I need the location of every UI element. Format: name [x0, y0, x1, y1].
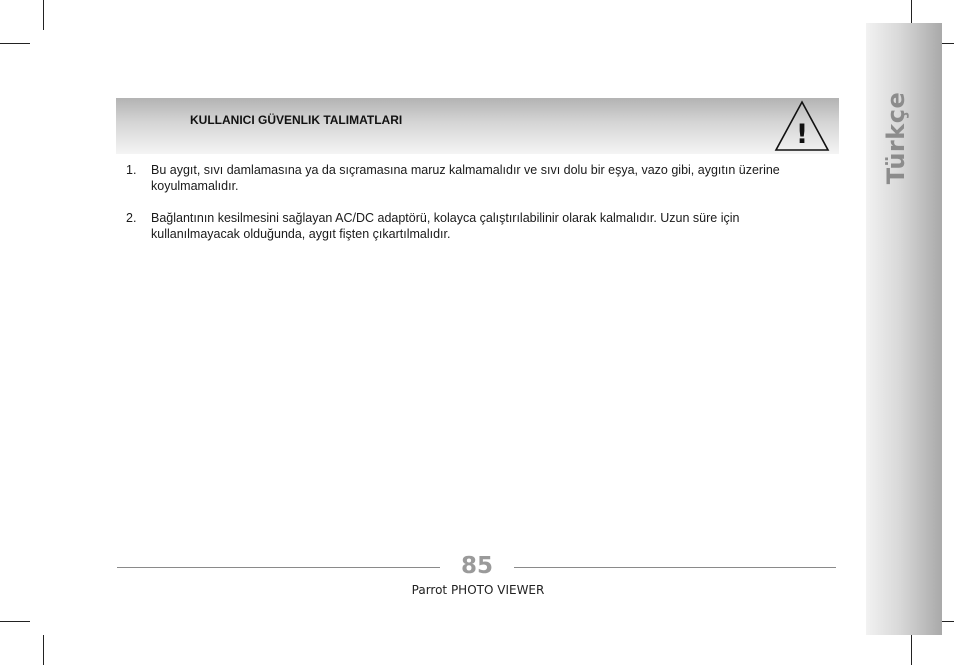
crop-mark: [0, 43, 30, 44]
crop-mark: [0, 621, 30, 622]
footer-rule-right: [514, 567, 836, 568]
warning-glyph: !: [795, 119, 809, 150]
item-number: 2.: [126, 211, 137, 225]
item-number: 1.: [126, 163, 137, 177]
language-label: Türkçe: [882, 91, 910, 185]
safety-list: [126, 162, 826, 258]
warning-triangle-icon: [774, 100, 830, 152]
list-item: [126, 210, 826, 242]
crop-mark: [911, 635, 912, 665]
crop-mark: [43, 635, 44, 665]
item-text: Bu aygıt, sıvı damlamasına ya da sıçramasına maruz kalmamalıdır ve sıvı dolu bir eşya, vazo gibi, aygıtın üzerine koyulmamalıdır.: [151, 163, 780, 193]
section-title: KULLANICI GÜVENLIK TALIMATLARI: [190, 113, 403, 127]
item-text: Bağlantının kesilmesini sağlayan AC/DC adaptörü, kolayca çalıştırılabilinir olarak kalmalıdır. Uzun süre için kullanılmayacak olduğunda, aygıt fişten çıkartılmalıdır.: [151, 211, 740, 241]
list-item: [126, 162, 826, 194]
page-number: 85: [460, 553, 494, 579]
crop-mark: [43, 0, 44, 30]
product-name: Parrot PHOTO VIEWER: [411, 583, 545, 597]
footer-rule-left: [117, 567, 440, 568]
